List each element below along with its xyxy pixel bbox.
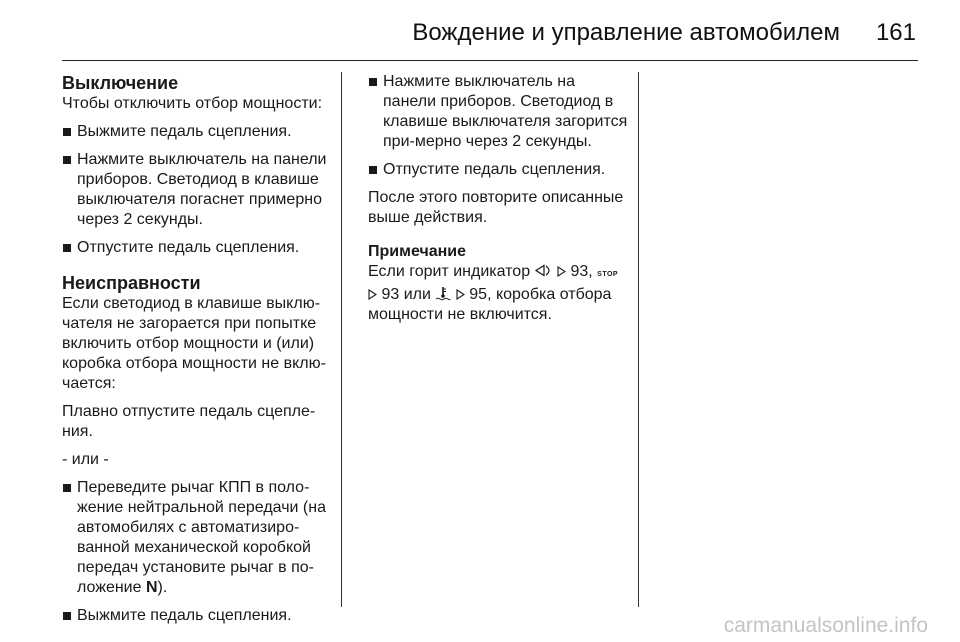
note-block — [368, 242, 630, 325]
column-divider-left — [341, 72, 342, 607]
gear-letter: N — [145, 579, 158, 596]
column-divider-right — [638, 72, 639, 607]
paragraph: После этого повторите описанные выше действия. — [368, 189, 624, 226]
section-title-off: Выключение — [62, 73, 179, 93]
list-item: Нажмите выключатель на панели приборов. Светодиод в клавише выключателя погаснет примерно через 2 секунды. — [62, 150, 330, 230]
right-column — [368, 72, 630, 325]
list-item: Отпустите педаль сцепления. — [62, 238, 330, 258]
watermark: carmanualsonline.info — [723, 614, 928, 637]
list-item: Нажмите выключатель на панели приборов. Светодиод в клавише выключателя загорится при-мерно через 2 секунды. — [368, 72, 630, 152]
note-text-1: Если горит индикатор — [368, 263, 531, 280]
gear-suffix: ). — [157, 579, 168, 596]
note-title: Примечание — [368, 243, 467, 260]
arrow-ref-icon — [557, 266, 566, 277]
note-ref-1: 93, — [570, 263, 593, 280]
page-number: 161 — [875, 19, 916, 46]
section-title-faults: Неисправности — [62, 273, 201, 293]
page-header — [62, 14, 918, 61]
note-ref-2: 93 или — [381, 286, 431, 303]
list-item: Отпустите педаль сцепления. — [368, 160, 630, 180]
list-item: Выжмите педаль сцепления. — [62, 122, 330, 142]
list-item: Выжмите педаль сцепления. — [62, 606, 330, 626]
or-separator: - или - — [62, 451, 109, 468]
list-item — [62, 478, 330, 598]
note-text — [368, 262, 630, 325]
engine-warning-icon — [535, 264, 553, 277]
stop-label: STOP — [597, 271, 619, 278]
section-intro: Чтобы отключить отбор мощности: — [62, 95, 323, 112]
list-item-text: Переведите рычаг КПП в поло-жение нейтральной передачи (на автомобилях с автоматизиро-ванной механической коробкой передач установите рычаг в по-ложение — [77, 479, 326, 596]
left-column — [62, 72, 330, 634]
coolant-temperature-icon — [435, 286, 451, 301]
note-ref-3: 95, коробка отбора мощности не включится. — [368, 286, 612, 323]
header-title: Вождение и управление автомобилем — [412, 19, 840, 46]
arrow-ref-icon — [368, 289, 377, 300]
arrow-ref-icon — [456, 289, 465, 300]
paragraph: Если светодиод в клавише выклю-чателя не загорается при попытке включить отбор мощности и (или) коробка отбора мощности не вклю-чается: — [62, 295, 326, 392]
paragraph: Плавно отпустите педаль сцепле-ния. — [62, 403, 316, 440]
